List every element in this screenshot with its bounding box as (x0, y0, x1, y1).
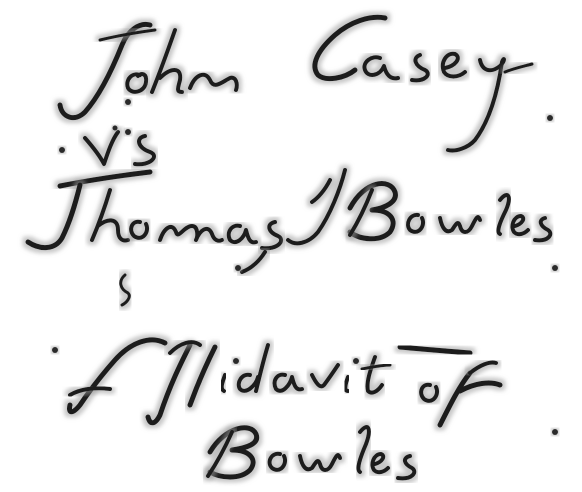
handwritten-line-john-casey (0, 0, 582, 140)
bowles-signature (0, 392, 582, 492)
handwritten-line-thomas-bowles (0, 160, 582, 280)
handwritten-line-bowles (0, 392, 582, 492)
thomas-bowles-signature (0, 160, 582, 280)
john-casey-signature (0, 0, 582, 140)
